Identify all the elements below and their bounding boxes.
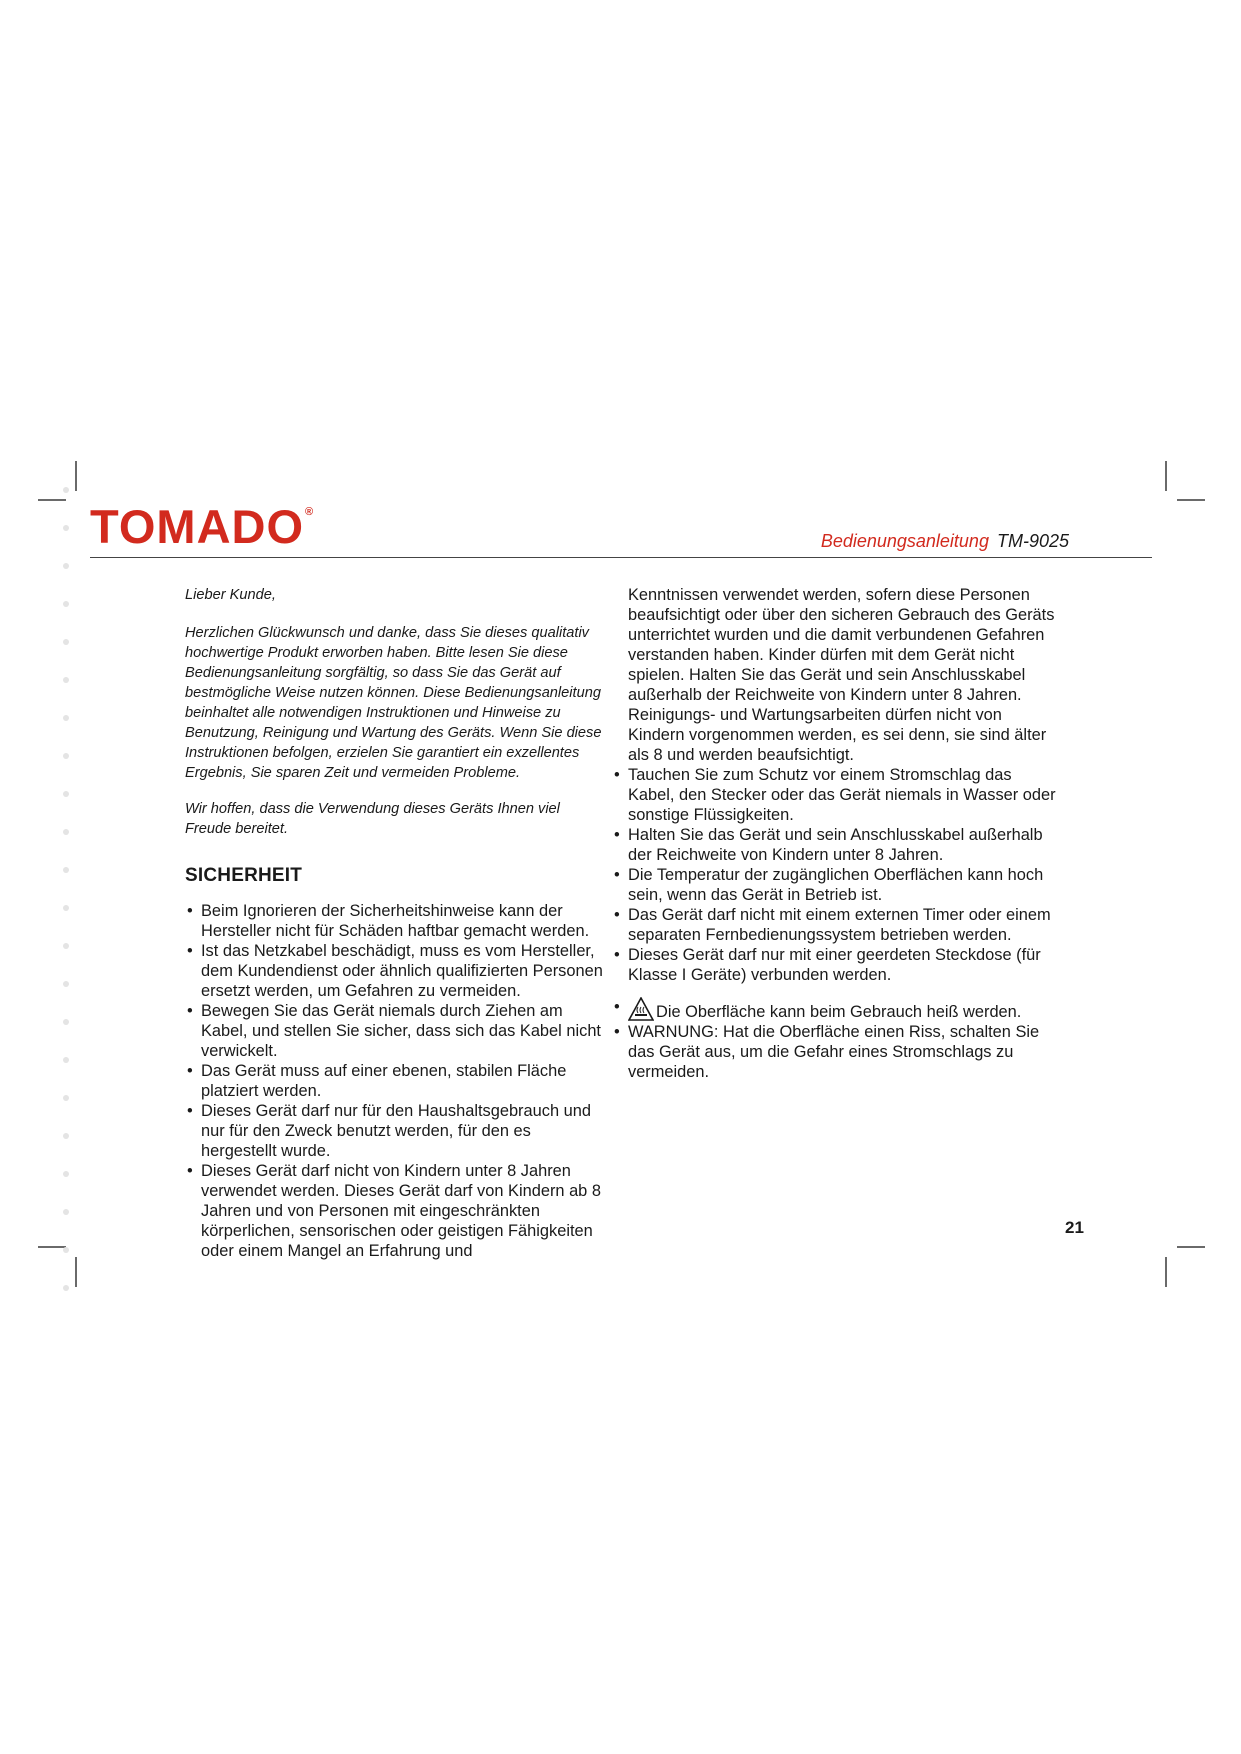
page-number: 21 <box>1065 1218 1084 1237</box>
safety-list-right-warnings <box>612 997 1062 1082</box>
brand-name: TOMADO <box>90 500 305 553</box>
list-item: • Die Temperatur der zugänglichen Oberflächen kann hoch sein, wenn das Gerät in Betrieb ist. <box>612 865 1062 905</box>
safety-list-right <box>612 765 1062 985</box>
hot-surface-text: Die Oberfläche kann beim Gebrauch heiß werden. <box>656 1003 1022 1021</box>
intro-paragraph: Herzlichen Glückwunsch und danke, dass Sie dieses qualitativ hochwertige Produkt erworben haben. Bitte lesen Sie diese Bedienungsanleitung sorgfältig, so dass Sie das Gerät auf bestmögliche Weise nutzen können. Diese Bedienungsanleitung beinhaltet alle notwendigen Instruktionen und Hinweise zu Benutzung, Reinigung und Wartung des Geräts. Wenn Sie diese Instruktionen befolgen, erzielen Sie garantiert ein exzellentes Ergebnis, Sie sparen Zeit und vermeiden Probleme. <box>185 625 602 781</box>
list-item: • Tauchen Sie zum Schutz vor einem Stromschlag das Kabel, den Stecker oder das Gerät niemals in Wasser oder sonstige Flüssigkeiten. <box>612 765 1062 825</box>
list-item-continuation: Kenntnissen verwendet werden, sofern diese Personen beaufsichtigt oder über den sicheren Gebrauch des Geräts unterrichtet wurden und die damit verbundenen Gefahren verstanden haben. Kinder dürfen mit dem Gerät nicht spielen. Halten Sie das Gerät und sein Anschlusskabel außerhalb der Reichweite von Kindern unter 8 Jahren. Reinigungs- und Wartungsarbeiten dürfen nicht von Kindern vorgenommen werden, es sei denn, sie sind älter als 8 und werden beaufsichtigt. <box>628 586 1055 764</box>
section-title: SICHERHEIT <box>185 865 303 886</box>
brand-logo <box>90 500 315 553</box>
safety-list-left <box>185 901 610 1261</box>
left-column <box>185 585 610 1261</box>
list-item: • Bewegen Sie das Gerät niemals durch Ziehen am Kabel, und stellen Sie sicher, dass sich das Kabel nicht verwickelt. <box>185 1001 610 1061</box>
header-divider <box>90 557 1152 558</box>
crop-mark <box>75 461 77 491</box>
greeting: Lieber Kunde, <box>185 587 276 603</box>
model-number: TM-9025 <box>996 531 1069 551</box>
list-item: • Dieses Gerät darf nicht von Kindern unter 8 Jahren verwendet werden. Dieses Gerät darf von Kindern ab 8 Jahren und von Personen mit eingeschränkten körperlichen, sensorischen oder geistigen Fähigkeiten oder einem Mangel an Erfahrung und <box>185 1161 610 1261</box>
list-item: • Das Gerät darf nicht mit einem externen Timer oder einem separaten Fernbedienungssystem betrieben werden. <box>612 905 1062 945</box>
list-item: • Halten Sie das Gerät und sein Anschlusskabel außerhalb der Reichweite von Kindern unter 8 Jahren. <box>612 825 1062 865</box>
crop-mark <box>1177 1246 1205 1248</box>
intro-closing: Wir hoffen, dass die Verwendung dieses Geräts Ihnen viel Freude bereitet. <box>185 801 560 837</box>
crop-mark <box>1165 461 1167 491</box>
list-item: • Dieses Gerät darf nur mit einer geerdeten Steckdose (für Klasse I Geräte) verbunden werden. <box>612 945 1062 985</box>
document-header <box>821 532 1069 550</box>
side-decoration <box>61 487 73 1257</box>
list-item <box>612 997 1062 1022</box>
list-item: • Das Gerät muss auf einer ebenen, stabilen Fläche platziert werden. <box>185 1061 610 1101</box>
crop-mark <box>1177 499 1205 501</box>
registered-mark: ® <box>305 506 315 518</box>
list-item: • WARNUNG: Hat die Oberfläche einen Riss, schalten Sie das Gerät aus, um die Gefahr eines Stromschlags zu vermeiden. <box>612 1022 1062 1082</box>
document-title: Bedienungsanleitung <box>820 531 989 551</box>
right-column <box>612 585 1062 1082</box>
list-item: • Ist das Netzkabel beschädigt, muss es vom Hersteller, dem Kundendienst oder ähnlich qualifizierten Personen ersetzt werden, um Gefahren zu vermeiden. <box>185 941 610 1001</box>
list-item: • Dieses Gerät darf nur für den Haushaltsgebrauch und nur für den Zweck benutzt werden, für den es hergestellt wurde. <box>185 1101 610 1161</box>
crop-mark <box>1165 1257 1167 1287</box>
list-item: • Beim Ignorieren der Sicherheitshinweise kann der Hersteller nicht für Schäden haftbar gemacht werden. <box>185 901 610 941</box>
crop-mark <box>75 1257 77 1287</box>
hot-surface-warning-icon <box>628 997 654 1021</box>
